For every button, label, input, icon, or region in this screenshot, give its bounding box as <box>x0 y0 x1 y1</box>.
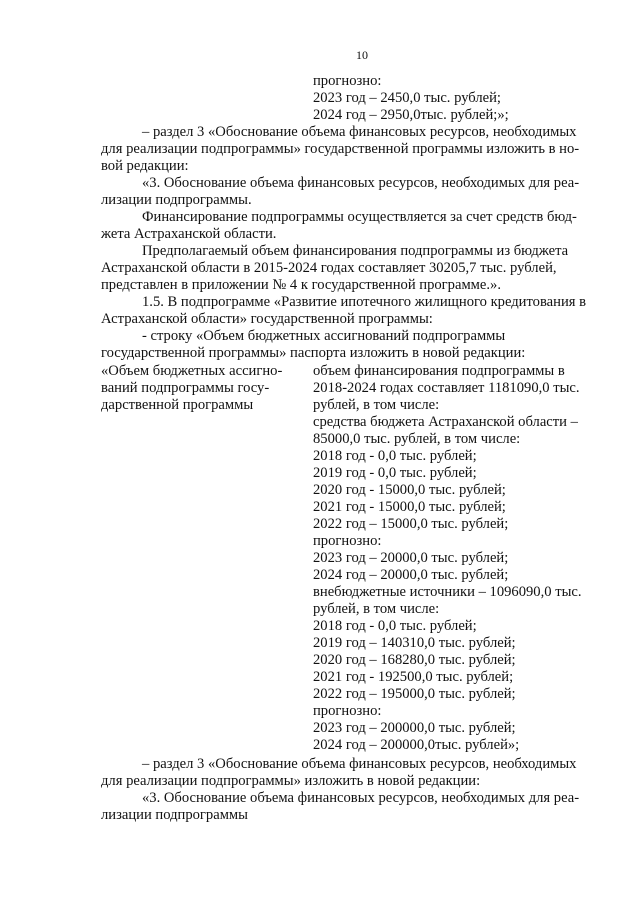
table-right-cell-line: 2018 год - 0,0 тыс. рублей; <box>313 618 477 634</box>
table-right-cell-line: объем финансирования подпрограммы в <box>313 363 565 379</box>
text-line: лизации подпрограммы <box>101 807 248 823</box>
table-right-cell-line: рублей, в том числе: <box>313 397 440 413</box>
table-right-cell-line: 2022 год – 195000,0 тыс. рублей; <box>313 686 516 702</box>
table-right-cell-line: 2019 год - 0,0 тыс. рублей; <box>313 465 477 481</box>
table-right-cell-line: прогнозно: <box>313 703 382 719</box>
table-right-cell-line: рублей, в том числе: <box>313 601 440 617</box>
text-line: Астраханской области» государственной программы: <box>101 311 433 327</box>
table-left-cell-line: ваний подпрограммы госу- <box>101 380 270 396</box>
text-line: представлен в приложении № 4 к государственной программе.». <box>101 277 501 293</box>
table-right-cell-line: 2021 год - 15000,0 тыс. рублей; <box>313 499 506 515</box>
text-line: вой редакции: <box>101 158 189 174</box>
table-right-cell-line: средства бюджета Астраханской области – <box>313 414 578 430</box>
text-line: 2023 год – 2450,0 тыс. рублей; <box>313 90 501 106</box>
table-right-cell-line: 2020 год - 15000,0 тыс. рублей; <box>313 482 506 498</box>
text-line: Предполагаемый объем финансирования подпрограммы из бюджета <box>142 243 569 259</box>
text-line: Финансирование подпрограммы осуществляется за счет средств бюд- <box>142 209 577 225</box>
table-left-cell-line: дарственной программы <box>101 397 254 413</box>
table-left-cell-line: «Объем бюджетных ассигно- <box>101 363 283 379</box>
table-right-cell-line: 2018 год - 0,0 тыс. рублей; <box>313 448 477 464</box>
page-number: 10 <box>356 48 368 62</box>
table-right-cell-line: 2018-2024 годах составляет 1181090,0 тыс. <box>313 380 580 396</box>
table-right-cell-line: 2024 год – 200000,0тыс. рублей»; <box>313 737 520 753</box>
text-line: 1.5. В подпрограмме «Развитие ипотечного жилищного кредитования в <box>142 294 587 310</box>
text-line: - строку «Объем бюджетных ассигнований подпрограммы <box>142 328 506 344</box>
text-line: «3. Обоснование объема финансовых ресурсов, необходимых для реа- <box>142 175 580 191</box>
text-line: Астраханской области в 2015-2024 годах составляет 30205,7 тыс. рублей, <box>101 260 557 276</box>
text-line: жета Астраханской области. <box>101 226 277 242</box>
table-right-cell-line: прогнозно: <box>313 533 382 549</box>
table-right-cell-line: внебюджетные источники – 1096090,0 тыс. <box>313 584 582 600</box>
table-right-cell-line: 2021 год - 192500,0 тыс. рублей; <box>313 669 514 685</box>
text-line: – раздел 3 «Обоснование объема финансовых ресурсов, необходимых <box>142 756 577 772</box>
text-line: прогнозно: <box>313 73 382 89</box>
text-line: государственной программы» паспорта изложить в новой редакции: <box>101 345 526 361</box>
text-line: для реализации подпрограммы» изложить в новой редакции: <box>101 773 481 789</box>
table-right-cell-line: 2019 год – 140310,0 тыс. рублей; <box>313 635 516 651</box>
table-right-cell-line: 2020 год – 168280,0 тыс. рублей; <box>313 652 516 668</box>
table-right-cell-line: 2023 год – 20000,0 тыс. рублей; <box>313 550 509 566</box>
text-line: «3. Обоснование объема финансовых ресурсов, необходимых для реа- <box>142 790 580 806</box>
table-right-cell-line: 2023 год – 200000,0 тыс. рублей; <box>313 720 516 736</box>
text-line: 2024 год – 2950,0тыс. рублей;»; <box>313 107 509 123</box>
table-right-cell-line: 2022 год – 15000,0 тыс. рублей; <box>313 516 509 532</box>
text-line: для реализации подпрограммы» государственной программы изложить в но- <box>101 141 580 157</box>
text-line: – раздел 3 «Обоснование объема финансовых ресурсов, необходимых <box>142 124 577 140</box>
table-right-cell-line: 2024 год – 20000,0 тыс. рублей; <box>313 567 509 583</box>
text-line: лизации подпрограммы. <box>101 192 252 208</box>
table-right-cell-line: 85000,0 тыс. рублей, в том числе: <box>313 431 521 447</box>
